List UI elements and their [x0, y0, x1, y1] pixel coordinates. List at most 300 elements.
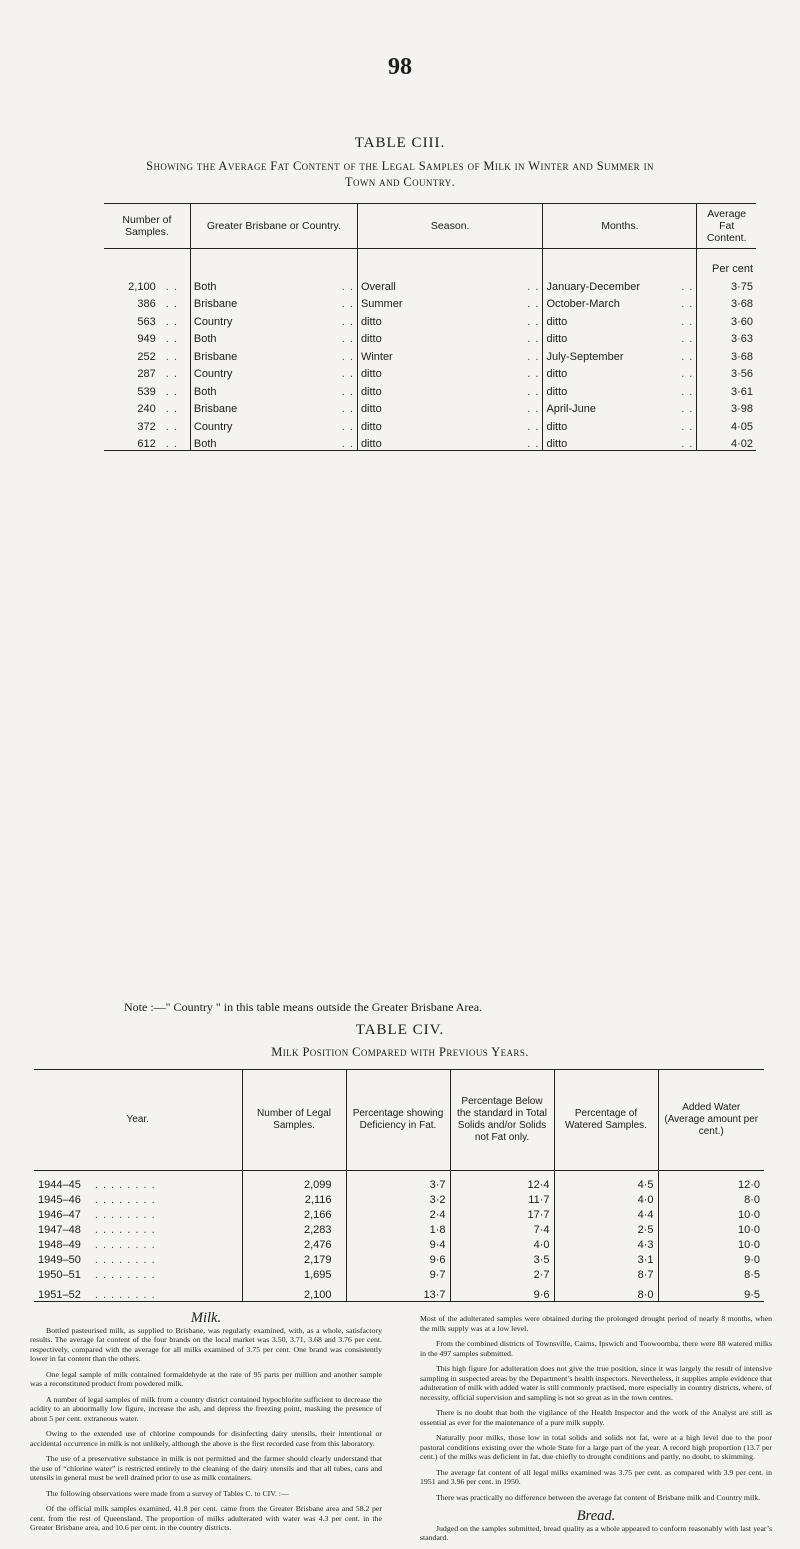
paragraph: There was practically no difference between the average fat content of Brisbane milk and Country milk. [436, 1492, 761, 1502]
table-cell [357, 380, 543, 398]
table-cell [543, 363, 697, 381]
table-cell [658, 1191, 764, 1206]
table-row [34, 1266, 764, 1281]
col-header-months: Months. [543, 204, 697, 249]
cell-value: 612 [137, 438, 156, 450]
leader-dots: . . [527, 315, 540, 328]
paragraph: From the combined districts of Townsville, Cairns, Ipswich and Toowoomba, there were 88 watered milks in the 497 samples submitted. [420, 1339, 772, 1358]
leader-dots: . . [681, 438, 694, 450]
table-cell [450, 1206, 554, 1221]
table-cell [346, 1266, 450, 1281]
table-row [104, 345, 756, 363]
paragraph: A number of legal samples of milk from a country district contained hypochlorite sufficient to decrease the acidity to an abnormally low figure, increase the ash, and depress the freezing point, masking the presence of about 5 per cent. extraneous water. [30, 1394, 382, 1423]
leader-dots: . . [527, 438, 540, 450]
leader-dots: . . [681, 385, 694, 398]
table-cell [34, 1266, 242, 1281]
table-cell [357, 328, 543, 346]
cell-value: 2,100 [128, 280, 156, 293]
table-cell [357, 293, 543, 311]
cell-value: 9·6 [533, 1289, 550, 1301]
table-cell [658, 1266, 764, 1281]
table-cell [190, 345, 357, 363]
cell-value: ditto [360, 438, 382, 450]
table-row [34, 1281, 764, 1302]
cell-value: 13·7 [423, 1289, 446, 1301]
table-cell [190, 433, 357, 451]
leader-dots: . . [527, 280, 540, 293]
cell-value: 1951–52 [38, 1289, 81, 1301]
paragraph: There is no doubt that both the vigilance of the Health Inspector and the work of the Analyst are still as essential as ever for the maintenance of a pure milk supply. [420, 1408, 772, 1427]
cell-value: 3·7 [429, 1179, 446, 1191]
table-cell [697, 398, 756, 416]
paragraph: Of the official milk samples examined, 41.8 per cent. came from the Greater Brisbane area and 58.2 per cent. from the rest of Queensland. The proportion of milks adulterated with water was 4.3 per cent. in the Greater Brisbane area, and 10.6 per cent. in the country districts. [30, 1504, 382, 1533]
cell-value: ditto [360, 315, 382, 328]
leader-dots: . . [165, 420, 178, 433]
leader-dots: . . [681, 280, 694, 293]
table-cell [697, 275, 756, 293]
cell-value: ditto [360, 385, 382, 398]
cell-value: 1950–51 [38, 1269, 81, 1281]
cell-value: 3·60 [730, 315, 753, 328]
cell-value: Country [193, 315, 233, 328]
leader-dots: . . [165, 350, 178, 363]
table-cell [543, 275, 697, 293]
table-row [34, 1171, 764, 1192]
milk-heading: Milk. [190, 1310, 222, 1326]
cell-value: 8·7 [637, 1269, 654, 1281]
leader-dots: . . [341, 298, 354, 310]
cell-value: ditto [360, 368, 382, 380]
table-cell [450, 1191, 554, 1206]
table-cell [242, 1266, 346, 1281]
cell-value: 3·68 [730, 298, 753, 310]
table-cell [346, 1171, 450, 1192]
table-cell [554, 1266, 658, 1281]
cell-value: ditto [546, 315, 568, 328]
table-cell [697, 433, 756, 451]
table-cell [543, 433, 697, 451]
paragraph: Most of the adulterated samples were obtained during the prolonged drought period of nearly 8 months, when the milk supply was at a low level. [420, 1314, 772, 1333]
cell-value: 386 [137, 298, 156, 310]
leader-dots: . . . . . . . . [94, 1194, 156, 1206]
table-row [34, 1191, 764, 1206]
col-header-below-standard: Percentage Below the standard in Total Solids and/or Solids not Fat only. [450, 1070, 554, 1171]
leader-dots: . . [681, 333, 694, 345]
table-cell [357, 398, 543, 416]
cell-value: ditto [360, 403, 382, 415]
table-cell [104, 293, 190, 311]
cell-value: 9·5 [744, 1289, 760, 1301]
table-103-note: Note :—" Country " in this table means outside the Greater Brisbane Area. [124, 1000, 483, 1014]
leader-dots: . . [165, 403, 178, 415]
cell-value: 7·4 [533, 1224, 550, 1236]
cell-value: July-September [546, 350, 624, 363]
table-cell [543, 310, 697, 328]
cell-value: 1946–47 [38, 1209, 81, 1221]
table-104-title: TABLE CIV. [355, 1022, 445, 1038]
cell-value: 4·3 [637, 1239, 654, 1251]
cell-value: Brisbane [193, 350, 238, 363]
leader-dots: . . [527, 385, 540, 398]
table-cell [190, 275, 357, 293]
leader-dots: . . . . . . . . [94, 1209, 156, 1221]
leader-dots: . . [341, 280, 354, 293]
table-cell [34, 1171, 242, 1192]
paragraph: The use of a preservative substance in milk is not permitted and the farmer should clearly understand that the use of “chlorine water” is restricted entirely to the cleaning of the dairy utensils and that all tubes, cans and utensils in general must be well drained prior to use as milk containers. [30, 1454, 382, 1483]
cell-value: 3·68 [730, 350, 753, 363]
cell-value: 1944–45 [38, 1179, 81, 1191]
paragraph: Owing to the extended use of chlorine compounds for disinfecting dairy utensils, their intentional or accidental occurrence in milk is not unlikely, although the above is the first recorded case from this laboratory. [30, 1429, 382, 1448]
paragraph: This high figure for adulteration does not give the true position, since it was largely the result of intensive sampling in suspected areas by the Department’s health inspectors. Nevertheless, it supplies ample evidence that adulteration of milk with added water is still commonly practised, more especially in country districts, where, of necessity, official supervision and sampling is not so great as in the town centres. [420, 1364, 772, 1402]
table-cell [357, 363, 543, 381]
table-cell [658, 1206, 764, 1221]
col-header-samples: Number of Samples. [104, 204, 190, 249]
cell-value: 8·0 [744, 1194, 760, 1206]
leader-dots: . . [165, 298, 178, 310]
table-103 [104, 203, 756, 451]
table-cell [104, 363, 190, 381]
col-header-fat-deficiency: Percentage showing Deficiency in Fat. [346, 1070, 450, 1171]
cell-value: 372 [137, 420, 156, 433]
cell-value: 3·61 [730, 385, 753, 398]
table-cell [242, 1206, 346, 1221]
paragraph: Bottled pasteurised milk, as supplied to Brisbane, was regularly examined, with, as a whole, satisfactory results. The average fat content of the four brands on the local market was 3.50, 3.71, 3.68 and 3.76 per cent. respectively, compared with the average for all milks examined of 3.75 per cent. One brand was consistently lower in fat content than the others. [30, 1325, 382, 1364]
cell-value: 12·0 [737, 1179, 760, 1191]
table-row [104, 398, 756, 416]
cell-value: 2,166 [303, 1209, 332, 1221]
table-103-caption-line2: Town and Country. [344, 175, 456, 189]
cell-value: ditto [546, 385, 568, 398]
table-cell [242, 1171, 346, 1192]
col-header-legal-samples: Number of Legal Samples. [242, 1070, 346, 1171]
table-cell [104, 380, 190, 398]
col-header-added-water: Added Water (Average amount per cent.) [658, 1070, 764, 1171]
table-cell [104, 345, 190, 363]
cell-value: 9·4 [429, 1239, 446, 1251]
table-cell [190, 415, 357, 433]
table-cell [658, 1171, 764, 1192]
table-cell [554, 1236, 658, 1251]
paragraph: Naturally poor milks, those low in total solids and solids not fat, were at a high level due to the poor pastoral conditions existing over the whole State for a large part of the year. A record high proportion (13.7 per cent.) of the milks was deficient in fat, due chiefly to drought conditions and partly, no doubt, to skimming. [420, 1433, 772, 1462]
table-cell [242, 1281, 346, 1302]
table-cell [190, 293, 357, 311]
table-row [104, 293, 756, 311]
cell-value: 4·4 [637, 1209, 654, 1221]
leader-dots: . . [341, 403, 354, 415]
table-cell [658, 1251, 764, 1266]
table-cell [543, 380, 697, 398]
cell-value: Both [193, 280, 217, 293]
table-cell [450, 1281, 554, 1302]
cell-value: Brisbane [193, 298, 238, 310]
cell-value: Winter [360, 350, 393, 363]
table-cell [346, 1191, 450, 1206]
table-cell [242, 1251, 346, 1266]
table-cell [554, 1281, 658, 1302]
table-cell [697, 293, 756, 311]
table-103-caption-line1: Showing the Average Fat Content of the Legal Samples of Milk in Winter and Summer in [146, 159, 654, 173]
cell-value: 3·98 [730, 403, 753, 415]
leader-dots: . . [341, 350, 354, 363]
cell-value: 1949–50 [38, 1254, 81, 1266]
cell-value: Brisbane [193, 403, 238, 415]
cell-value: 563 [137, 315, 156, 328]
table-cell [543, 415, 697, 433]
leader-dots: . . [165, 438, 178, 450]
cell-value: 9·7 [429, 1269, 446, 1281]
table-row [104, 433, 756, 451]
leader-dots: . . [527, 403, 540, 415]
cell-value: 1945–46 [38, 1194, 81, 1206]
table-cell [543, 293, 697, 311]
table-cell [104, 398, 190, 416]
cell-value: 8·0 [637, 1289, 654, 1301]
table-row [104, 363, 756, 381]
cell-value: 4·0 [637, 1194, 654, 1206]
table-cell [357, 310, 543, 328]
leader-dots: . . [341, 315, 354, 328]
table-cell [658, 1281, 764, 1302]
cell-value: 3·2 [429, 1194, 446, 1206]
cell-value: 17·7 [527, 1209, 550, 1221]
leader-dots: . . [681, 368, 694, 380]
cell-value: ditto [546, 333, 568, 345]
table-cell [190, 363, 357, 381]
leader-dots: . . [165, 368, 178, 380]
cell-value: 2·7 [533, 1269, 550, 1281]
leader-dots: . . [527, 368, 540, 380]
cell-value: 2·5 [637, 1224, 654, 1236]
cell-value: 1947–48 [38, 1224, 81, 1236]
cell-value: 1·8 [429, 1224, 446, 1236]
table-cell [346, 1221, 450, 1236]
cell-value: 10·0 [737, 1224, 760, 1236]
table-cell [34, 1191, 242, 1206]
table-row [104, 415, 756, 433]
table-cell [104, 275, 190, 293]
table-cell [697, 328, 756, 346]
table-cell [190, 380, 357, 398]
table-cell [34, 1221, 242, 1236]
cell-value: Overall [360, 280, 396, 293]
cell-value: Both [193, 438, 217, 450]
leader-dots: . . [165, 280, 178, 293]
leader-dots: . . [681, 403, 694, 415]
leader-dots: . . [681, 350, 694, 363]
table-cell [190, 310, 357, 328]
cell-value: 287 [137, 368, 156, 380]
cell-value: 4·05 [730, 420, 753, 433]
cell-value: 2,099 [303, 1179, 332, 1191]
leader-dots: . . [341, 385, 354, 398]
leader-dots: . . [165, 315, 178, 328]
cell-value: October-March [546, 298, 620, 310]
cell-value: 3·1 [637, 1254, 654, 1266]
table-row [34, 1251, 764, 1266]
cell-value: Summer [360, 298, 403, 310]
table-cell [190, 328, 357, 346]
cell-value: 9·6 [429, 1254, 446, 1266]
left-text-column [30, 1310, 382, 1539]
leader-dots: . . [341, 420, 354, 433]
cell-value: 10·0 [737, 1239, 760, 1251]
table-cell [34, 1251, 242, 1266]
table-cell [450, 1236, 554, 1251]
cell-value: 2,116 [304, 1194, 332, 1206]
leader-dots: . . . . . . . . [94, 1179, 156, 1191]
table-cell [697, 345, 756, 363]
table-cell [104, 433, 190, 451]
cell-value: 252 [137, 350, 156, 363]
table-cell [242, 1236, 346, 1251]
table-row [104, 310, 756, 328]
table-row [34, 1206, 764, 1221]
paragraph: The average fat content of all legal milks examined was 3.75 per cent. as compared with 3.9 per cent. in 1951 and 3.96 per cent. in 1950. [420, 1467, 772, 1487]
leader-dots: . . [681, 315, 694, 328]
table-cell [190, 398, 357, 416]
leader-dots: . . . . . . . . [94, 1254, 156, 1266]
cell-value: ditto [546, 438, 568, 450]
table-cell [346, 1206, 450, 1221]
page-number: 98 [388, 54, 412, 80]
cell-value: ditto [360, 333, 382, 345]
cell-value: January-December [546, 280, 640, 293]
table-cell [554, 1191, 658, 1206]
table-cell [450, 1221, 554, 1236]
cell-value: 2,283 [303, 1224, 332, 1236]
table-cell [104, 415, 190, 433]
table-cell [357, 433, 543, 451]
leader-dots: . . [341, 438, 354, 450]
cell-value: Both [193, 333, 217, 345]
table-cell [357, 275, 543, 293]
cell-value: 3·75 [730, 280, 753, 293]
paragraph: The following observations were made from a survey of Tables C. to CIV. :— [46, 1488, 289, 1498]
cell-value: April-June [546, 403, 596, 415]
paragraph: Judged on the samples submitted, bread quality as a whole appeared to conform reasonably with last year’s standard. [420, 1523, 772, 1543]
cell-value: 3·5 [533, 1254, 550, 1266]
cell-value: ditto [546, 420, 568, 433]
cell-value: ditto [360, 420, 382, 433]
table-cell [104, 328, 190, 346]
table-103-title: TABLE CIII. [354, 135, 446, 151]
table-cell [34, 1206, 242, 1221]
cell-value: 2,179 [303, 1254, 332, 1266]
table-cell [357, 415, 543, 433]
table-cell [357, 345, 543, 363]
cell-value: 1,695 [303, 1269, 332, 1281]
table-cell [450, 1266, 554, 1281]
table-cell [697, 310, 756, 328]
cell-value: 240 [137, 403, 156, 415]
unit-row [104, 249, 756, 276]
cell-value: ditto [546, 368, 568, 380]
cell-value: 539 [137, 385, 156, 398]
cell-value: Country [193, 420, 233, 433]
table-row [34, 1236, 764, 1251]
col-header-area: Greater Brisbane or Country. [190, 204, 357, 249]
leader-dots: . . [527, 333, 540, 345]
paragraph: One legal sample of milk contained formaldehyde at the rate of 95 parts per million and another sample was a reconstituted product from powdered milk. [30, 1369, 382, 1389]
right-text-column [420, 1314, 772, 1549]
cell-value: Both [193, 385, 217, 398]
leader-dots: . . [341, 333, 354, 345]
leader-dots: . . [681, 420, 694, 433]
table-row [34, 1221, 764, 1236]
table-cell [697, 380, 756, 398]
bread-heading: Bread. [576, 1508, 616, 1525]
table-cell [554, 1221, 658, 1236]
table-cell [346, 1281, 450, 1302]
table-cell [543, 345, 697, 363]
table-cell [242, 1191, 346, 1206]
unit-label: Per cent [712, 263, 753, 275]
cell-value: 11·7 [528, 1194, 550, 1206]
table-cell [658, 1236, 764, 1251]
table-row [104, 380, 756, 398]
table-cell [697, 415, 756, 433]
cell-value: 2,100 [303, 1289, 332, 1301]
leader-dots: . . [527, 298, 540, 310]
table-104 [34, 1069, 764, 1302]
table-cell [554, 1171, 658, 1192]
cell-value: 4·02 [730, 438, 753, 450]
leader-dots: . . . . . . . . [94, 1224, 156, 1236]
cell-value: 12·4 [527, 1179, 550, 1191]
leader-dots: . . . . . . . . [94, 1239, 156, 1251]
col-header-year: Year. [34, 1070, 242, 1171]
cell-value: 3·56 [730, 368, 753, 380]
table-cell [34, 1281, 242, 1302]
table-cell [554, 1206, 658, 1221]
table-cell [346, 1236, 450, 1251]
table-cell [554, 1251, 658, 1266]
col-header-season: Season. [357, 204, 543, 249]
cell-value: 8·5 [744, 1269, 760, 1281]
cell-value: 3·63 [730, 333, 753, 345]
table-row [104, 275, 756, 293]
table-104-caption: Milk Position Compared with Previous Years. [271, 1045, 529, 1059]
leader-dots: . . [527, 420, 540, 433]
cell-value: 2,476 [303, 1239, 332, 1251]
leader-dots: . . [165, 333, 178, 345]
cell-value: 4·5 [637, 1179, 654, 1191]
cell-value: Country [193, 368, 233, 380]
table-row [104, 328, 756, 346]
table-cell [346, 1251, 450, 1266]
table-cell [450, 1171, 554, 1192]
table-cell [697, 363, 756, 381]
cell-value: 4·0 [533, 1239, 550, 1251]
table-cell [242, 1221, 346, 1236]
leader-dots: . . [681, 298, 694, 310]
cell-value: 9·0 [744, 1254, 760, 1266]
cell-value: 10·0 [737, 1209, 760, 1221]
col-header-watered: Percentage of Watered Samples. [554, 1070, 658, 1171]
table-cell [450, 1251, 554, 1266]
table-cell [543, 328, 697, 346]
leader-dots: . . [165, 385, 178, 398]
leader-dots: . . . . . . . . [94, 1289, 156, 1301]
leader-dots: . . . . . . . . [94, 1269, 156, 1281]
leader-dots: . . [341, 368, 354, 380]
col-header-fat: Average Fat Content. [697, 204, 756, 249]
leader-dots: . . [527, 350, 540, 363]
cell-value: 2·4 [429, 1209, 446, 1221]
cell-value: 949 [137, 333, 156, 345]
table-cell [658, 1221, 764, 1236]
cell-value: 1948–49 [38, 1239, 81, 1251]
